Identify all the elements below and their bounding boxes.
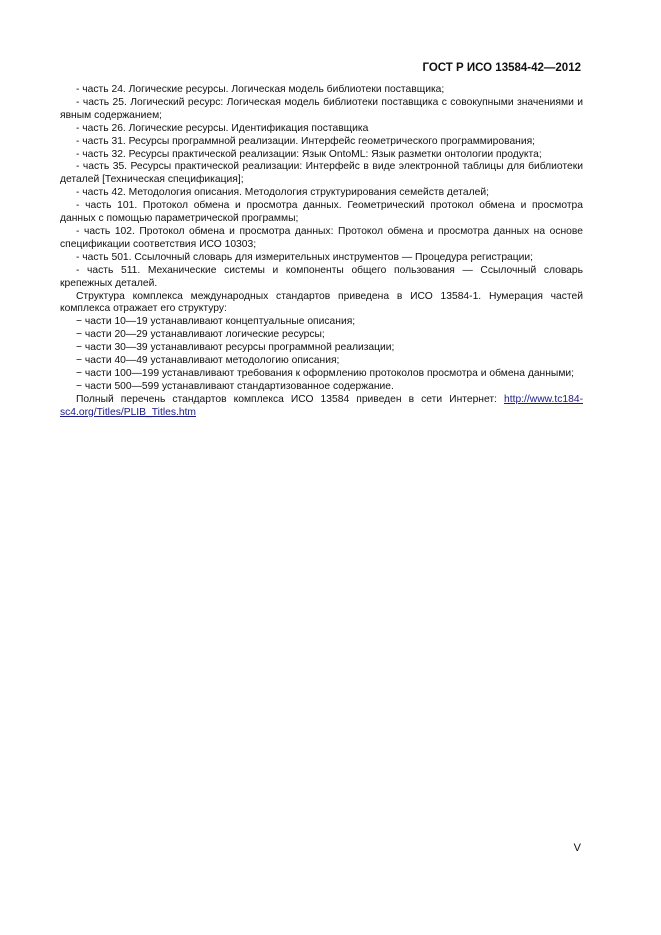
part-item: - часть 102. Протокол обмена и просмотра данных: Протокол обмена и просмотра данных на основе спецификации соответствия ИСО 10303; (60, 225, 583, 250)
part-item: - часть 26. Логические ресурсы. Идентификация поставщика (76, 122, 369, 134)
document-body (60, 84, 583, 420)
part-item: - часть 511. Механические системы и компоненты общего пользования — Ссылочный словарь крепежных деталей. (60, 264, 583, 289)
standards-list-link[interactable]: http://www.tc184-sc4.org/Titles/PLIB_Titles.htm (60, 393, 583, 418)
full-list-text: Полный перечень стандартов комплекса ИСО 13584 приведен в сети Интернет: (76, 393, 497, 405)
part-item: - часть 31. Ресурсы программной реализации. Интерфейс геометрического программирования; (76, 135, 536, 147)
range-item: − части 40—49 устанавливают методологию описания; (76, 355, 340, 367)
part-item: - часть 42. Методология описания. Методология структурирования семейств деталей; (76, 187, 489, 199)
structure-intro: Структура комплекса международных стандартов приведена в ИСО 13584-1. Нумерация частей комплекса отражает его структуру: (60, 290, 583, 315)
part-item: - часть 501. Ссылочный словарь для измерительных инструментов — Процедура регистрации; (76, 251, 534, 263)
range-item: − части 100—199 устанавливают требования к оформлению протоколов просмотра и обмена данными; (76, 367, 575, 379)
full-list-paragraph (60, 394, 583, 420)
part-item: - часть 35. Ресурсы практической реализации: Интерфейс в виде электронной таблицы для библиотеки деталей [Техническая спецификация]; (60, 161, 583, 186)
range-item: − части 10—19 устанавливают концептуальные описания; (76, 316, 356, 328)
range-item: − части 30—39 устанавливают ресурсы программной реализации; (76, 342, 395, 354)
document-header: ГОСТ Р ИСО 13584-42—2012 (422, 62, 581, 74)
part-item: - часть 101. Протокол обмена и просмотра данных. Геометрический протокол обмена и просмотра данных с помощью параметрической программы; (60, 200, 583, 225)
part-item: - часть 24. Логические ресурсы. Логическая модель библиотеки поставщика; (76, 84, 445, 95)
part-item: - часть 25. Логический ресурс: Логическая модель библиотеки поставщика с совокупными значениями и явным содержанием; (60, 96, 583, 121)
range-item: − части 20—29 устанавливают логические ресурсы; (76, 329, 325, 341)
page-number: V (573, 842, 581, 854)
range-item: − части 500—599 устанавливают стандартизованное содержание. (76, 380, 394, 392)
part-item: - часть 32. Ресурсы практической реализации: Язык OntoML: Язык разметки онтологии продукта; (76, 148, 542, 160)
